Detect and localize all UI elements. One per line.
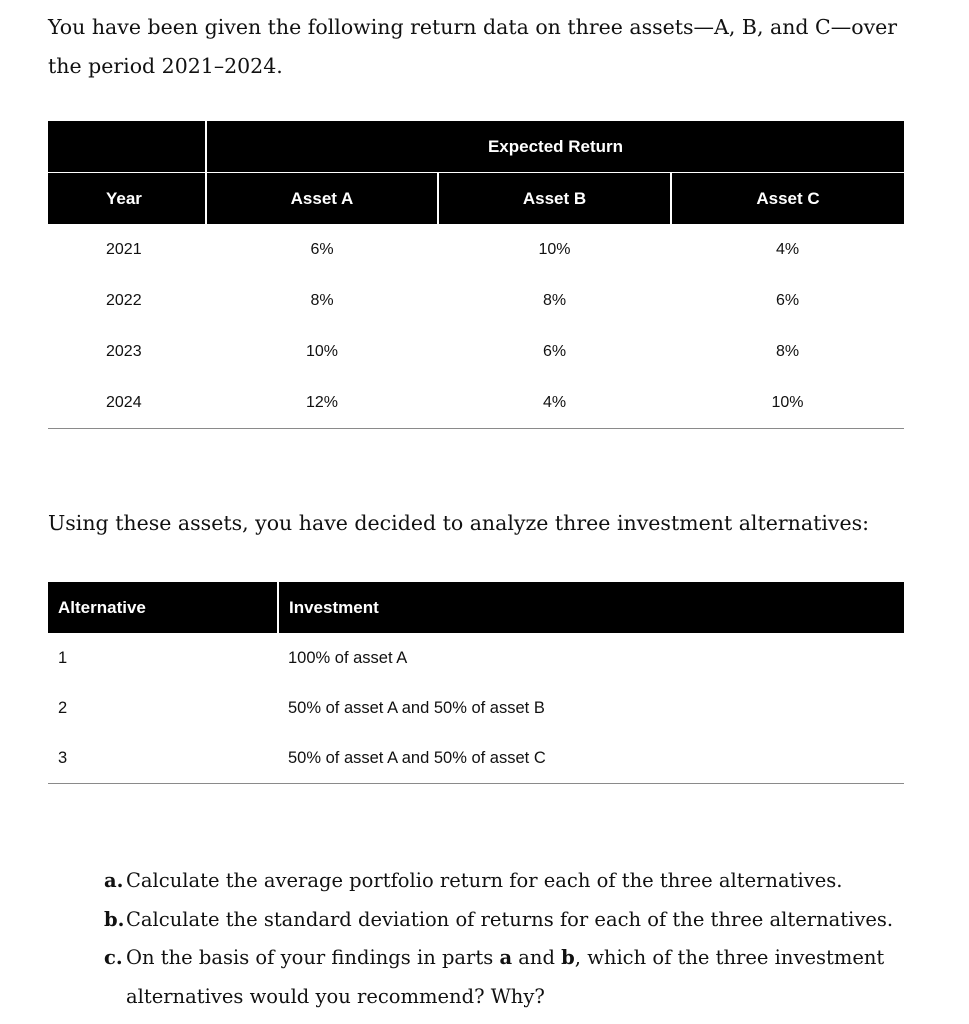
- investment-cell: 50% of asset A and 50% of asset C: [278, 733, 904, 784]
- asset-c-cell: 6%: [775, 291, 800, 309]
- asset-b-cell: 8%: [542, 291, 567, 309]
- table-row: [48, 683, 904, 733]
- investment-cell: 50% of asset A and 50% of asset B: [288, 698, 545, 717]
- question-a: [104, 862, 924, 901]
- table-row: [48, 633, 904, 683]
- question-text-mid: and: [512, 946, 562, 969]
- table-row: [48, 326, 904, 377]
- table-row: [48, 733, 904, 784]
- investment-cell: 100% of asset A: [288, 648, 408, 667]
- investment-header: Investment: [278, 582, 904, 633]
- asset-a-cell: 6%: [310, 240, 334, 258]
- asset-a-cell: 12%: [206, 377, 438, 429]
- year-cell: 2021: [106, 240, 142, 258]
- part-a-ref: a: [499, 946, 513, 969]
- intro-text: You have been given the following return data on three assets—A, B, and C—over the period 2021–2024.: [48, 15, 898, 78]
- alternative-cell: 2: [58, 698, 68, 717]
- asset-b-header: Asset B: [438, 173, 671, 225]
- asset-c-header: Asset C: [671, 173, 904, 225]
- question-text: Calculate the standard deviation of returns for each of the three alternatives.: [126, 907, 894, 931]
- part-b-ref: b: [561, 946, 575, 969]
- question-text: [126, 946, 884, 1008]
- alternatives-intro-text: Using these assets, you have decided to analyze three investment alternatives:: [48, 511, 870, 535]
- column-header-row: [48, 582, 904, 633]
- group-header-row: [48, 121, 904, 173]
- asset-a-cell: 8%: [310, 291, 334, 309]
- alternative-cell: 1: [58, 648, 68, 667]
- question-letter: c.: [104, 946, 123, 969]
- asset-a-header: Asset A: [206, 173, 438, 225]
- asset-b-cell: 6%: [542, 342, 567, 360]
- expected-return-table: [48, 121, 904, 429]
- asset-c-cell: 4%: [775, 240, 800, 258]
- question-b: [104, 901, 924, 940]
- column-header-row: [48, 173, 904, 225]
- alternatives-table: [48, 582, 904, 784]
- alternative-cell: 3: [48, 733, 278, 784]
- table-row: [48, 224, 904, 275]
- expected-return-header: Expected Return: [206, 121, 904, 173]
- year-header: Year: [48, 173, 206, 225]
- asset-b-cell: 4%: [438, 377, 671, 429]
- question-text-post: , which of the three investment alternatives would you recommend? Why?: [126, 946, 885, 1008]
- table-row: [48, 275, 904, 326]
- asset-a-cell: 10%: [305, 342, 339, 360]
- year-cell: 2024: [48, 377, 206, 429]
- question-text: Calculate the average portfolio return for each of the three alternatives.: [126, 869, 843, 892]
- question-text-pre: On the basis of your findings in parts: [126, 946, 500, 969]
- asset-c-cell: 10%: [671, 377, 904, 429]
- question-letter: a.: [104, 869, 124, 892]
- blank-header-cell: [48, 121, 206, 173]
- question-letter: b.: [104, 907, 125, 931]
- asset-c-cell: 8%: [775, 342, 800, 360]
- question-list: [104, 862, 924, 1016]
- year-cell: 2022: [106, 291, 142, 309]
- question-c: [104, 939, 924, 1016]
- table-row: [48, 377, 904, 429]
- alternative-header: Alternative: [48, 582, 278, 633]
- asset-b-cell: 10%: [538, 240, 571, 258]
- year-cell: 2023: [106, 342, 142, 360]
